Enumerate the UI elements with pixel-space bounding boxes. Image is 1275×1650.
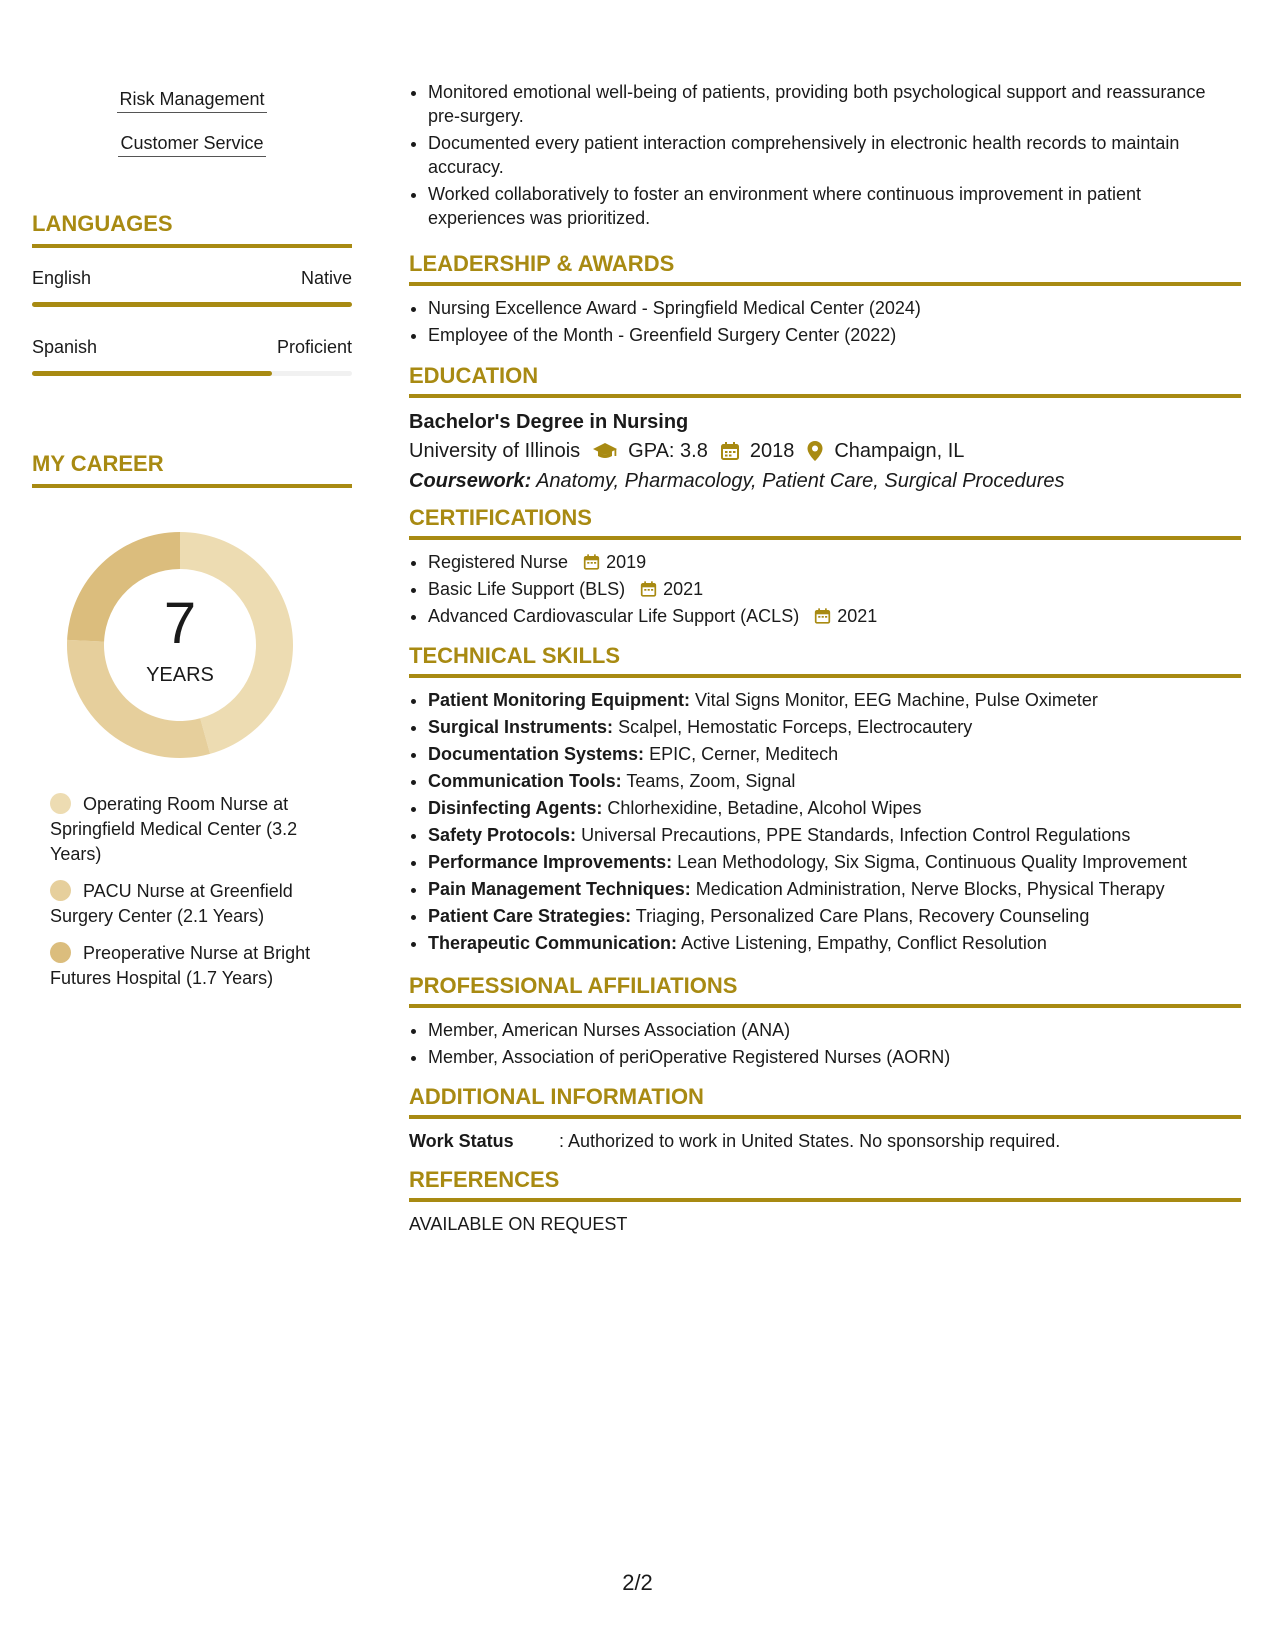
experience-bullet: • Documented every patient interaction comprehensively in electronic health records to maintain accuracy. (428, 131, 1241, 179)
coursework (409, 466, 1241, 496)
location-pin-icon (806, 440, 824, 462)
language-bar-fill (32, 302, 352, 307)
career-total-number: 7 (163, 591, 197, 656)
work-status-value: : Authorized to work in United States. No sponsorship required. (559, 1131, 1061, 1151)
experience-bullet: • Worked collaboratively to foster an environment where continuous improvement in patient experiences was prioritized. (428, 182, 1241, 230)
technical-skills-heading: TECHNICAL SKILLS (409, 642, 1241, 678)
awards-heading: LEADERSHIP & AWARDS (409, 250, 1241, 286)
awards-section (409, 250, 1241, 350)
career-donut-chart (67, 532, 293, 758)
page-number: 2/2 (622, 1570, 653, 1595)
career-list (50, 792, 350, 1003)
education-details (409, 436, 1241, 466)
skill-item (428, 850, 1241, 874)
technical-skills-section (409, 642, 1241, 958)
certification-year: 2021 (837, 606, 878, 626)
skill-item (428, 877, 1241, 901)
skill-value: Vital Signs Monitor, EEG Machine, Pulse Oximeter (695, 690, 1098, 710)
affiliation-item: • Member, Association of periOperative Registered Nurses (AORN) (428, 1045, 1241, 1069)
coursework-list: Anatomy, Pharmacology, Patient Care, Surgical Procedures (536, 470, 1065, 492)
calendar-icon (720, 441, 740, 461)
skill-item (428, 823, 1241, 847)
skill-item (428, 931, 1241, 955)
legend-dot (50, 880, 71, 901)
career-item-text: Preoperative Nurse at Bright Futures Hospital (1.7 Years) (50, 943, 311, 988)
skill-value: Medication Administration, Nerve Blocks, Physical Therapy (695, 879, 1165, 899)
legend-dot (50, 942, 71, 963)
certifications-section (409, 504, 1241, 631)
award-item: • Employee of the Month - Greenfield Surgery Center (2022) (428, 323, 1241, 347)
languages-heading: LANGUAGES (32, 210, 352, 248)
language-level: Native (300, 268, 352, 288)
skill-value: Active Listening, Empathy, Conflict Resolution (681, 933, 1047, 953)
language-name: Spanish (32, 337, 98, 357)
skill-value: Teams, Zoom, Signal (626, 771, 796, 791)
certification-item (428, 577, 1241, 601)
skill-value: Chlorhexidine, Betadine, Alcohol Wipes (607, 798, 922, 818)
gpa: GPA: 3.8 (628, 440, 708, 462)
degree-title: Bachelor's Degree in Nursing (409, 411, 689, 433)
certification-year: 2019 (606, 552, 647, 572)
coursework-label: Coursework: (409, 470, 532, 492)
skill-tag: Risk Management (117, 87, 266, 113)
additional-info-section (409, 1083, 1241, 1153)
career-item-text: Operating Room Nurse at Springfield Medical Center (3.2 Years) (50, 794, 298, 864)
donut-segment-2 (67, 640, 210, 758)
career-item (50, 941, 350, 991)
language-level: Proficient (276, 337, 352, 357)
calendar-icon (640, 580, 657, 598)
skill-label: Documentation Systems: (428, 744, 645, 764)
certifications-heading: CERTIFICATIONS (409, 504, 1241, 540)
skill-tags (32, 87, 352, 175)
skill-value: EPIC, Cerner, Meditech (649, 744, 839, 764)
career-total-unit: YEARS (146, 664, 214, 686)
calendar-icon (814, 607, 831, 625)
skill-value: Universal Precautions, PPE Standards, Infection Control Regulations (581, 825, 1131, 845)
affiliations-section (409, 972, 1241, 1072)
skill-item (428, 688, 1241, 712)
graduation-year: 2018 (749, 440, 795, 462)
certification-year: 2021 (663, 579, 704, 599)
language-english (32, 266, 352, 307)
language-bar (32, 371, 352, 376)
certification-item (428, 604, 1241, 628)
work-status-row (409, 1129, 1241, 1153)
skill-item (428, 769, 1241, 793)
skill-label: Performance Improvements: (428, 852, 673, 872)
school-location: Champaign, IL (834, 440, 965, 462)
graduation-cap-icon (592, 441, 618, 461)
work-status-label: Work Status (409, 1131, 514, 1151)
affiliation-item: • Member, American Nurses Association (ANA) (428, 1018, 1241, 1042)
certification-name: Advanced Cardiovascular Life Support (ACLS) (428, 606, 800, 626)
skill-item (428, 742, 1241, 766)
award-item: • Nursing Excellence Award - Springfield Medical Center (2024) (428, 296, 1241, 320)
school-name: University of Illinois (409, 440, 581, 462)
skill-label: Safety Protocols: (428, 825, 577, 845)
certification-name: Basic Life Support (BLS) (428, 579, 626, 599)
skill-item (428, 904, 1241, 928)
education-heading: EDUCATION (409, 362, 1241, 398)
experience-bullet: • Monitored emotional well-being of patients, providing both psychological support and reassurance pre-surgery. (428, 80, 1241, 128)
skill-value: Triaging, Personalized Care Plans, Recovery Counseling (635, 906, 1090, 926)
calendar-icon (583, 553, 600, 571)
career-heading: MY CAREER (32, 450, 352, 488)
skill-value: Lean Methodology, Six Sigma, Continuous Quality Improvement (677, 852, 1188, 872)
education-section (409, 362, 1241, 496)
skill-label: Therapeutic Communication: (428, 933, 678, 953)
skill-label: Patient Monitoring Equipment: (428, 690, 690, 710)
references-text: AVAILABLE ON REQUEST (409, 1214, 628, 1234)
experience-continued (409, 80, 1241, 233)
skill-label: Surgical Instruments: (428, 717, 614, 737)
skill-label: Pain Management Techniques: (428, 879, 691, 899)
language-spanish (32, 335, 352, 376)
references-section (409, 1166, 1241, 1236)
affiliations-heading: PROFESSIONAL AFFILIATIONS (409, 972, 1241, 1008)
legend-dot (50, 793, 71, 814)
additional-info-heading: ADDITIONAL INFORMATION (409, 1083, 1241, 1119)
career-item (50, 879, 350, 929)
language-name: English (32, 268, 92, 288)
language-bar (32, 302, 352, 307)
skill-label: Disinfecting Agents: (428, 798, 603, 818)
certification-item (428, 550, 1241, 574)
skill-tag: Customer Service (118, 131, 265, 157)
skill-value: Scalpel, Hemostatic Forceps, Electrocautery (618, 717, 973, 737)
career-item-text: PACU Nurse at Greenfield Surgery Center (2.1 Years) (50, 881, 293, 926)
language-bar-fill (32, 371, 272, 376)
career-item (50, 792, 350, 867)
skill-label: Patient Care Strategies: (428, 906, 632, 926)
certification-name: Registered Nurse (428, 552, 569, 572)
references-heading: REFERENCES (409, 1166, 1241, 1202)
skill-item (428, 715, 1241, 739)
skill-item (428, 796, 1241, 820)
skill-label: Communication Tools: (428, 771, 622, 791)
